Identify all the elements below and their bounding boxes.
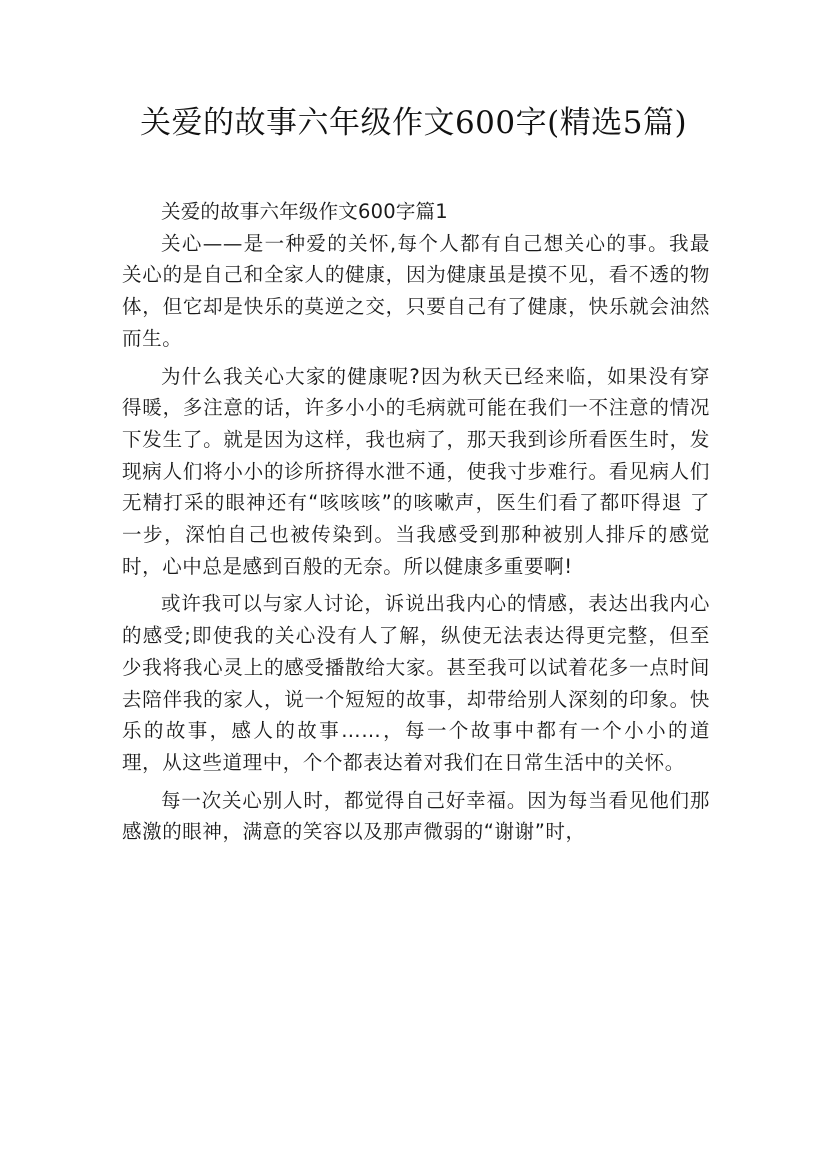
paragraph-2: 为什么我关心大家的健康呢?因为秋天已经来临，如果没有穿得暖，多注意的话，许多小小的毛病就可能在我们一不注意的情况下发生了。就是因为这样，我也病了，那天我到诊所看医生时，发现病人们将小小的诊所挤得水泄不通，使我寸步难行。看见病人们无精打采的眼神还有“咳咳咳”的咳嗽声，医生们看了都吓得退 了一步，深怕自己也被传染到。当我感受到那种被别人排斥的感觉时，心中总是感到百般的无奈。所以健康多重要啊! <box>122 364 710 578</box>
document-title: 关爱的故事六年级作文600字(精选5篇) <box>139 105 688 141</box>
paragraph-1: 关心——是一种爱的关怀,每个人都有自己想关心的事。我最关心的是自己和全家人的健康，因为健康虽是摸不见，看不透的物体，但它却是快乐的莫逆之交，只要自己有了健康，快乐就会油然而生。 <box>122 231 710 350</box>
section-subtitle: 关爱的故事六年级作文600字篇1 <box>161 200 448 223</box>
paragraph-4: 每一次关心别人时，都觉得自己好幸福。因为每当看见他们那感激的眼神，满意的笑容以及那声微弱的“谢谢”时， <box>122 788 710 844</box>
paragraph-3: 或许我可以与家人讨论，诉说出我内心的情感，表达出我内心的感受;即使我的关心没有人了解，纵使无法表达得更完整，但至少我将我心灵上的感受播散给大家。甚至我可以试着花多一点时间去陪伴我的家人，说一个短短的故事，却带给别人深刻的印象。快乐的故事，感人的故事……，每一个故事中都有一个小小的道 理，从这些道理中，个个都表达着对我们在日常生活中的关怀。 <box>122 592 710 774</box>
document-body <box>122 196 710 848</box>
